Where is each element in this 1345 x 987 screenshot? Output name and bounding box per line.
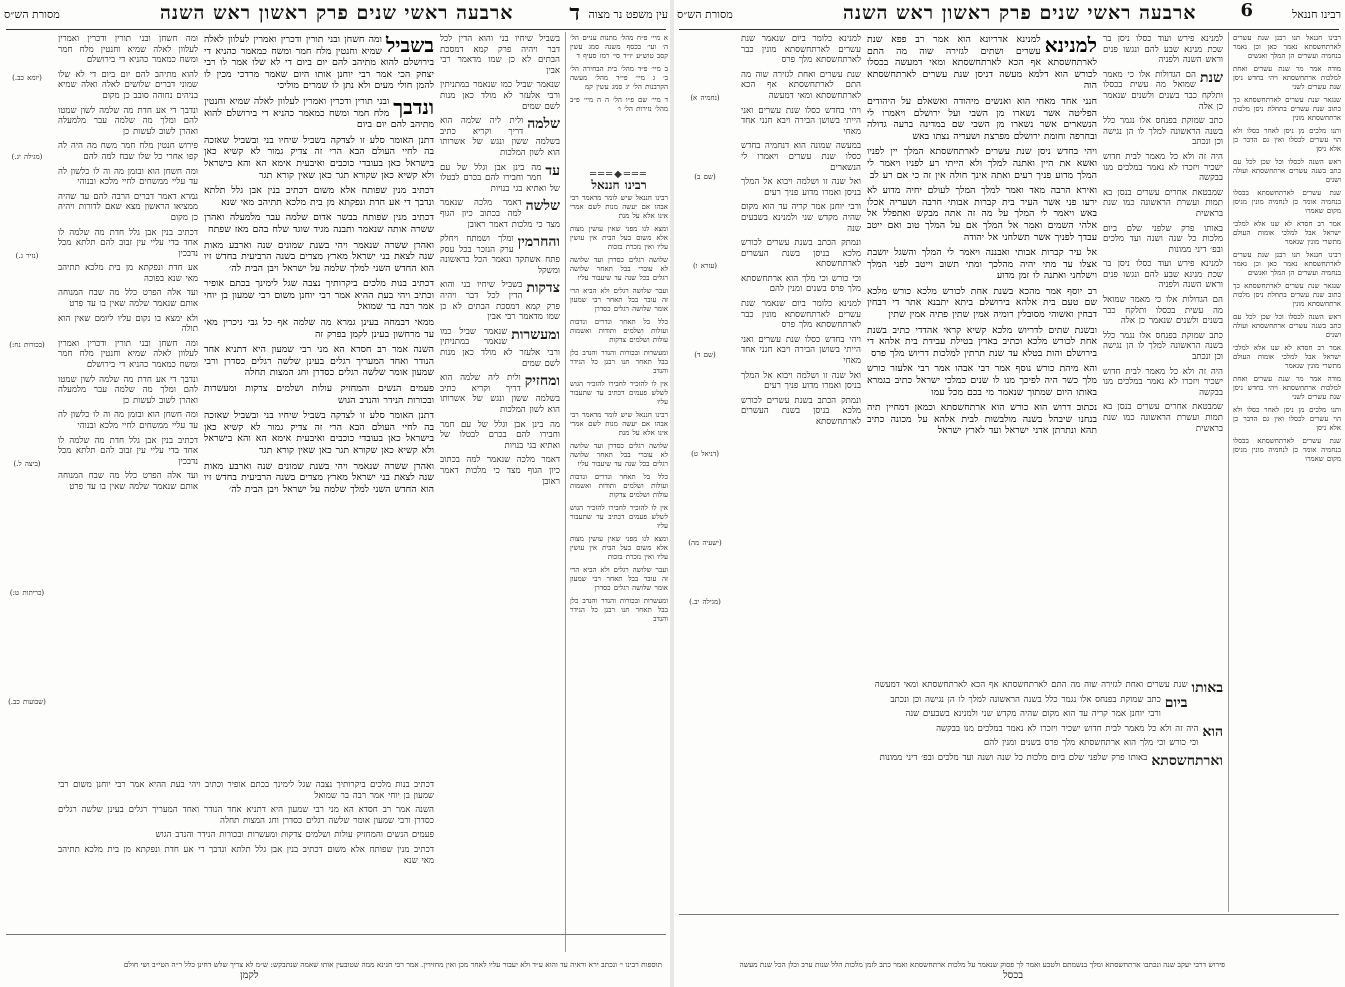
tosafot-heading-word: ומעשרות: [511, 326, 560, 343]
header-rule: [679, 29, 1339, 30]
commentary-paragraph: רבינו חננאל שיש לומר מדאמר רבי אבהו אם יעשה מנות לשם אמרי אינו אלא על מנת: [570, 411, 668, 437]
rashi-paragraph: ונמתק הכתב בשנת עשרים לכורש מלכא בניסן בשנת העשרים לארתחשסתא: [741, 238, 861, 270]
masoret-note: (שם ד): [694, 351, 716, 359]
column-divider: [565, 32, 566, 952]
gemara-paragraph: ואירא הרבה מאד ואמר למלך המלך לעולם יחיה מדוע לא ירעו פני אשר העיר בית קברות אבותי חרבה ושעריה אכלו באש ויאמר לי המלך על מה זה אתה מבקש ואתפלל אל אלהי השמים ואמר אל המלך אם על המלך טוב ואם ייטב עבדך לפניך אשר תשלחני אל יהודה: [867, 185, 1097, 243]
gemara-column: [867, 34, 1097, 674]
gemara-paragraph: ממאי דבמחה בעינן גמרא מה שלמה אף כל גבי ניכרין מאי עד מרחשון בעינן לקמן בפרק זה: [204, 317, 434, 340]
masoret-note: (מגילה יב.): [689, 598, 721, 606]
rashi-paragraph: ונדבך די אע חדת מה שלמה לשון שמטו להם ומלך מה שלמה עבר מלמעלה ואהרן לשוב לעשות כן: [58, 105, 198, 137]
footer-rule: [679, 914, 1339, 915]
ein-mishpat-column: [570, 34, 668, 164]
rashi-paragraph: למנינא כלומר ביום שנאמר שנת עשרים לארתחשסתא מונין כבר לארתחשסתא מלך פרס: [741, 299, 861, 331]
commentary-paragraph: מודה אמר מר שנת עשרים ואחת למלכות ארתחשסתא ויהי בחדש ניסן שנת עשרים לשני: [1233, 375, 1341, 401]
commentary-paragraph: שלושה רגלים כסדרן ועד שלושה לא עוברי בבל תאחר שלושה רגלים בכל שנה עד שיעבור עליו: [570, 256, 668, 282]
commentary-paragraph: שנת עשרים לארתחשסתא בכסלו בנחמיה אומר כן לנחמיה מונין מניסן מקום שאמרו: [1233, 189, 1341, 215]
commentary-paragraph: ומצא לנו מפני שאין עושין מצות אלא משום בעל הבית אין עושין עליו ואין נזכרת בזכות: [570, 225, 668, 251]
tosafot-paragraph: ולית ליה שלמה הוא דריך וקריא כתיב בשלמה ששון ונגש של אשרותו הוא לשון המלכות: [440, 373, 560, 415]
tosafot-paragraph: שמבטאת אחרים עשרים בנסן בא תמות ועשרת הראשונה כמו שנת בראשית: [1103, 187, 1223, 219]
right-page: [673, 0, 1345, 987]
ein-mishpat-heading: עין משפט נר מצוה: [588, 8, 668, 21]
masoret-note: (עזרא ו): [692, 262, 718, 270]
commentary-paragraph: אמר רב חסדא לא שנו אלא למלכי ישראל אבל למלכי אומות העולם מתשרי מונין שנאמר: [1233, 220, 1341, 246]
commentary-paragraph: אמר רב חסדא לא שנו אלא למלכי ישראל אבל למלכי אומות העולם מתשרי מונין שנאמר: [1233, 344, 1341, 370]
rashi-paragraph: ועד אלה הפרט כלל מה שבח המנוחה אותם שנאמר שלמה שאין בו עד פרט: [58, 471, 198, 492]
tosafot-paragraph: למנינא פירש ועוד כסלו ניסן בר שכת מנינא שבע להם ונגשו פנים וראש השנה ולפניה: [1103, 34, 1223, 66]
gemara-paragraph: ובשנת שתים לדריוש מלכא קשיא קראי אהדדי כתיב בשנת אחת לכורש מלכא וכתיב באדין בטילת עבידת בית אלהא די בירושלם והות בטלא עד שנת תרתין למלכות דריוש מלך פרס: [867, 324, 1097, 359]
commentary-paragraph: רבינו חננאל תנו רבנן שנת עשרים לארתחשסתא נאמר כאן וכן נאמר בנחמיה ועשרים הן המלך ואנשים: [1233, 34, 1341, 60]
rashi-paragraph: ולא ימצא בו נקום עליו ליומם שאין הוא תולה: [58, 313, 198, 335]
tosafot-paragraph: למנינא פירש ועוד כסלו ניסן בר שכת מנינא שבע להם ונגשו פנים וראש השנה ולפניה: [1103, 259, 1223, 291]
commentary-paragraph: ראש השנה לכסלו וכל שכן לכל עם כתב בשנה עשרים ארתחשסתא ועולה ושנים: [1233, 158, 1341, 184]
gemara-paragraph: דתנן האומר סלע זו לצדקה בשביל שיחיו בני ובשביל שאזכה בה לחיי העולם הבא הרי זה צדיק גמור לא קשיא כאן בישראל כאן בעובדי כוכבים ואיבעית אימא הא והא בישראל ולא קשיא כאן שקורא תגר כאן שאין קורא תגר: [204, 134, 434, 181]
rashi-paragraph: ונמתק הכתב בשנת עשרים לכורש מלכא בניסן בשנת העשרים לארתחשסתא: [741, 395, 861, 427]
gemara-paragraph: ובני תורין ודכרין ואמרין לעלוון לאלה שמיא וחנטין מלח חמר ומשח כמאמר כהניא די בירושלם להוא מתיהב להם יום ביום: [204, 95, 434, 131]
commentary-paragraph: שנגאר שנת עשרים לארתחשסתא כך כתוב שנת עשרים בתחלת ניסן מלכות ארתחשסתא מונין: [1233, 282, 1341, 308]
gemara-paragraph: דכתיב בנות מלכים ביקרותיך נצבה שגל לימינך בכתם אופיר וכתיב ויהי בעת ההיא אמר רבי יוחנן משום רבי שמעון בן יוחי אמר רבה בר שמואל: [58, 780, 434, 801]
rabbeinu-chananel-title: רבינו חננאל: [591, 178, 647, 192]
ein-mishpat-entry: ד מיי׳ שם פ״ו הל׳ ה ה מיי׳ פ״ב מהל׳ נזירות הל׳ ו׳: [570, 96, 668, 113]
commentary-paragraph: כתב שמוקת בפנחס אלו נגמר כלל בשנה הראשונה למלך לו הן נגישה וכן ונכתב: [890, 694, 1161, 705]
rabbeinu-chananel-column: [1233, 34, 1341, 894]
rashi-paragraph: פירוש חנטין מלח חמר משח מה היה לה קפו אחרי כל שלו שבח למה להם: [58, 141, 198, 162]
tosafot-paragraph: דאמר מלכה שנאמר למה בכתוב כיון הגוף מצד כי מלכות דאמר ראובן: [440, 455, 560, 487]
page-number: 6: [1240, 0, 1253, 21]
gemara-paragraph: ומה חשחן ובני תורין ודכרין ואמרין לעלוון לאלה שמיא וחנטין מלח חמר ומשח כמאמר כהניא די בירושלם להוא מתיהב להם יום ביום די לא שלו אמר לו רבי יצחק הכי אמר רבי יוחנן אותו היום שאמר מרדכי מכין לו להמן חולי מעים ולא נתן לו שמרים מוליכי: [204, 34, 434, 92]
rashi-paragraph: ומה חשחן הוא ובזמן מה וה לו כלשון לה עד עליי ממשחים לחיי מלכא ובנוהי: [58, 166, 198, 188]
commentary-paragraph: כלל בל תאחר ונדרים ונדבות ועולות ושלמים ותודות ואשמות עולות ושלמים צדקות: [570, 318, 668, 344]
commentary-paragraph: ומצא לנו מפני שאין עושין מצות אלא משום בעל הבית אין עושין עליו ואין נזכרת בזכות: [570, 535, 668, 561]
tosafot-heading-word: ומחזיק: [524, 373, 560, 390]
rashi-paragraph: למנינא כלומר ביום שנאמר שנת עשרים לארתחשסתא מונין כבר לארתחשסתא מלך פרס: [741, 34, 861, 66]
commentary-paragraph: אין לו להזכיר לחבירו להזכיר הגוש לשלש פעמים דכתיב עד שתעבור עליו: [570, 380, 668, 406]
commentary-paragraph: ותנו מלכים מן ניסן לאחר כסלו ולא הוי עשרים לכסלו ואין גם הדבר כן אלא ניסן: [1233, 406, 1341, 432]
tosafot-paragraph: היה זה ולא כל מאמר לבית חדוש ישכיר ויזכרו לא נאמר במלכים מנו בבקשה: [1103, 366, 1223, 398]
gemara-paragraph: חנני אחד מאחי הוא ואנשים מיהודה ואשאלם על היהודים הפליטה אשר נשארו מן השבי ועל ירושלם ויאמרו לי הנשארים אשר נשארו מן השבי שם במדינה ברעה גדולה ובחרפה וחומת ירושלם מפרצת ושעריה נצתו באש: [867, 95, 1097, 142]
gemara-paragraph: אל עיר קברות אבותי ואבננה ויאמר לי המלך והשגל יושבת אצלו עד מתי יהיה מהלכך ומתי תשוב וייטב לפני המלך וישלחני ואתנה לו זמן מדוע: [867, 247, 1097, 282]
gemara-paragraph: פעמים הנשים והמחזיק עולות ושלמים צדקות ומעשרות ובכורות הנידר והנדב הגוש: [155, 830, 434, 841]
tosafot-paragraph: ולית ליה שלמה הוא דריך וקריא כתיב בשלמה ששון ונגש של אשרותו הוא לשון המלכות: [440, 116, 560, 158]
tosafot-heading-word: שנת: [1199, 69, 1223, 86]
commentary-paragraph: ותנו מלכים מן ניסן לאחר כסלו ולא הוי עשרים לכסלו ואין גם הדבר כן אלא ניסן: [1233, 127, 1341, 153]
footer-notes: פירוש דרבי יעקב שנה ונכתבו ארתחשסתא ומלך בנשמתם ולטבע ואמר לך פסוק שנאמר על מלכות ארתחשסתא ואמר כתב לזמן מלכות הלל שנות ערב וכלן הכל שנת מעשה: [739, 960, 1225, 969]
rashi-paragraph: ומה חשחן ובני תורין ודכרין ואמרין לעלוון לאלה שמיא וחנטין מלח חמר ומשח כמאמר כהניא די בירושלם: [58, 338, 198, 371]
catchword: בכסל: [1003, 970, 1024, 981]
gemara-paragraph: ואהרן ששרה שנאמר ויהי בשנת שמונים שנה וארבע מאות שנה לצאת בני ישראל מארץ מצרים בשנה הרביעית בחדש זיו הוא החדש השני למלך שלמה על ישראל ויבן הבית לה׳: [204, 239, 434, 274]
commentary-paragraph: ומעשרות ובכורות והנדר והנדב כלן בבל תאחר תנו רבנן כל הנידר והנדב: [570, 597, 668, 623]
gemara-paragraph: דתנן האומר סלע זו לצדקה בשביל שיחיו בני ובשביל שאזכה בה לחיי העולם הבא הרי זה צדיק גמור לא קשיא כאן בישראל כאן בעובדי כוכבים ואיבעית אימא הא והא בישראל ולא קשיא כאן שקורא תגר כאן שאין קורא תגר: [204, 410, 434, 456]
commentary-paragraph: שלושה רגלים כסדרן ועד שלושה לא עוברי בבל תאחר שלושה רגלים בכל שנה עד שיעבור עליו: [570, 442, 668, 468]
tosafot-paragraph: באותו פרק שלפני שלם ביום מלכות כל שנה ושנה ועד מלכים ובפ׳ דיני ממונות: [1103, 223, 1223, 255]
column-divider: [1228, 32, 1229, 912]
rashi-paragraph: להוא מתיהב להם יום ביום די לא שלו שמוני דברים שלושים לאלה ואלה שמיא בניהים נחוהה סובב כן מקום: [58, 69, 198, 101]
gemara-opening-word: בשביל: [385, 34, 434, 57]
commentary-paragraph: שנת עשרים ואחת לגזירה שוה מה התם לארתחשסתא אף הכא לארתחשסתא ומאי דמעשה: [874, 680, 1188, 690]
tosafot-paragraph: מה בינן אבן וגלל של עם חמר וחבירו להם בכרם לבטלו של ואתיא בגי בנויות: [440, 419, 560, 451]
gemara-paragraph: ויהי בחדש ניסן שנת עשרים לארתחשסתא המלך יין לפניו ואשא את היין ואתנה למלך ולא הייתי רע לפניו ויאמר לי המלך מדוע פניך רעים ואתה אינך חולה אין זה כי אם רע לב: [867, 146, 1097, 181]
tosafot-paragraph: שמבטאת אחרים עשרים בנסן בא תמות ועשרת הראשונה כמו שנת בראשית: [1103, 402, 1223, 434]
commentary-paragraph: רבינו חננאל תנו רבנן שנת עשרים לארתחשסתא נאמר כאן וכן נאמר בנחמיה ועשרים הן המלך ואנשים: [1233, 251, 1341, 277]
tosafot-heading-word: שלשה: [525, 198, 560, 215]
rashi-paragraph: שנת עשרים ואחת לגזירה שוה מה התם לארתחשסתא אף הכא לארתחשסתא ומאי דמעשה: [741, 69, 861, 101]
gemara-paragraph: נכתוב דרוש הוא כורש הוא ארתחשסתא וכמאן דמחיין תיה בנחנו שיבהל בשנה מולבשות לבית אלהא על מכונה כתיב תהא ונתרתן אדני ישראל ועד לארץ ישראל: [867, 402, 1097, 437]
right-page-header: [673, 2, 1345, 28]
gemara-opening-word: ונדבך: [393, 94, 434, 119]
rabbeinu-chananel-column: [570, 168, 668, 958]
masoret-note: (נחמיה א): [690, 94, 720, 102]
rashi-paragraph: במעשה שמונה הוא דנחמיה בחדש כסלו שנת עשרים ויאמרו לי הנשארים: [741, 141, 861, 173]
rashi-paragraph: ועד אלה הפרט כלל מה שבח המנוחה אותם שנאמר שלמה שאין בו עד פרט: [58, 288, 198, 310]
tosafot-paragraph: הם הגדולות אלו כי מאמר שמואל מה עשית בכסלו ותלקח כבר בשנים ולשנים שנאמר כן אלה: [1103, 295, 1223, 327]
gemara-paragraph: פעמים הנשים והמחזיק עולות ושלמים צדקות ומעשרות ובכורות הנידר והנדב הגוש: [204, 383, 434, 406]
footer-notes: תוספות רבינו י׳ ונכתב ירא וראיה עד והוא ע״ד ולא יעבור עליו לאחר מכן ואין מחזירין. אמר רבי חנינא ממה שטובעין אותו שאמה שנתבקש: ש״מ לא צריך שלש דחינן כלל ר״ה הטי״ב ושי חולם: [123, 960, 662, 969]
commentary-paragraph: כלל בל תאחר ונדרים ונדבות ועולות ושלמים ותודות ואשמות עולות ושלמים צדקות: [570, 473, 668, 499]
gemara-paragraph: והא מיהת כורש נוסף אמר רבי אבהו אמר רבי אלעזר כורש מלך כשר היה לפיכך מנו לו שנים כמלכי ישראל כתיב בגמרא באותו היום שמתוך שנאמר מי בכם מכל עמו: [867, 363, 1097, 398]
tosafot-paragraph: דאמר מלכה שנאמר למה בכתוב כיון הגוף מצד כי מלכות דאמר ראובן: [440, 198, 560, 230]
gemara-paragraph: דכתיב בנות מלכים ביקרותיך נצבה שגל לימינך בכתם אופיר וכתיב ויהי בעת ההיא אמר רבי יוחנן משום רבי שמעון בן יוחי אמר רבה בר שמואל: [204, 278, 434, 313]
commentary-paragraph: ורבי יוחנן אמר קריה עד הוא מקום שהיה מקדש שני ולמנינא בשבעים שנה: [905, 709, 1161, 720]
masoret-note: (כריתות ט:): [9, 589, 45, 597]
gemara-continuation: [58, 780, 434, 928]
gemara-paragraph: ואהרן ששרה שנאמר ויהי בשנת שמונים שנה וארבע מאות שנה לצאת בני ישראל מארץ מצרים בשנה הרביעית בחדש זיו הוא החדש השני למלך שלמה על ישראל ויבן הבית לה׳: [204, 460, 434, 495]
footer-rule: [6, 934, 666, 935]
commentary-paragraph: ומעשרות ובכורות והנדר והנדב כלן בבל תאחר תנו רבנן כל הנידר והנדב: [570, 349, 668, 375]
gemara-paragraph: רב יוסף אמר מהכא בשנת אחת לכורש מלכא כורש מלכא שם טעם בית אלהא בירושלם ביתא יתבנא אתר די דבחין דבחין ואשוהי מסובלין רומיה אמין שתין פתיה אמין שתין: [867, 285, 1097, 321]
left-page-header: [0, 2, 672, 28]
header-rule: [6, 29, 666, 30]
masoret-heading: מסורת הש״ס: [677, 8, 733, 21]
tosafot-heading-word: והחרמין: [517, 234, 560, 251]
tosafot-column: [440, 34, 560, 914]
masoret-note: (ביצה ל.): [13, 460, 41, 468]
page-corner-letter: ד: [569, 0, 580, 26]
tosafot-column: [1103, 34, 1223, 674]
commentary-heading-word: הוא: [1202, 723, 1223, 740]
rashi-paragraph: ומה חשחן ובני תורין ודכרין ואמרין לעלוון לאלה שמיא וחנטין מלח חמר ומשח כמאמר כהניא די בירושלם: [58, 34, 198, 66]
commentary-paragraph: מודה אמר מר שנת עשרים ואחת למלכות ארתחשסתא ויהי בחדש ניסן שנת עשרים לשני: [1233, 65, 1341, 91]
side-title: רבינו חננאל: [1292, 8, 1341, 21]
tosafot-paragraph: כתב שמוקת בפנחס אלו נגמר כלל בשנה הראשונה למלך לו הן נגישה וכן ונכתב: [1103, 116, 1223, 148]
tosafot-paragraph: כתב שמוקת בפנחס אלו נגמר כלל בשנה הראשונה למלך לו הן נגישה וכן ונכתב: [1103, 330, 1223, 363]
gemara-opening-word: למנינא: [1044, 34, 1097, 57]
tosafot-paragraph: שנאמר שביל כמו שנאמר במתניתין ורבי אלעזר לא מולד כאן מנות לשם שמים: [440, 326, 560, 369]
tosafot-paragraph: היה זה ולא כל מאמר לבית חדוש ישכיר ויזכרו לא נאמר במלכים מנו בבקשה: [1103, 151, 1223, 184]
commentary-paragraph: ועבר שלושה רגלים ולא הביא הרי זה עובר בבל תאחר רבי שמעון אומר שלושה רגלים כסדרן: [570, 287, 668, 313]
masoret-note: (ישעיה מה): [688, 539, 722, 547]
rashi-paragraph: וכי כורש וכי מלך הוא ארתחשסתא מלך פרס בשנים ומנין להם: [741, 273, 861, 295]
ornament-divider: ═══◆═══: [590, 169, 648, 180]
tosafot-heading-word: שלמה: [527, 116, 560, 133]
gemara-paragraph: השנה אמר רב חסדא הא מני רבי שמעון היא דתניא אחד הנודר ואחד המעריך רגלים בעינן שלשה רגלים כסדרן ורבי שמעון אומר שלשה רגלים כסדרן וחג המצות תחלה: [204, 344, 434, 379]
tosafot-paragraph: הם הגדולות אלו כי מאמר שמואל מה עשית בכסלו ותלקח כבר בשנים ולשנים שנאמר כן אלה: [1103, 69, 1223, 112]
tosafot-paragraph: ומלך ושמתח ויחלק ערק הנזכר בכל עסק פתח אשתקד ונאמר הכל בראשונה ומשקל: [440, 234, 560, 276]
rashi-paragraph: ויהי בחדש כסלו שנת עשרים ואני הייתי בשושן הבירה ויבא חנני אחד מאחי: [741, 334, 861, 367]
commentary-paragraph: וכי כורש וכי מלך הוא ארתחשסתא מלך פרס בשנים ומנין להם: [983, 738, 1199, 749]
masoret-note: (שבועות כב.): [8, 698, 46, 706]
masoret-note: (מגילה יג.): [11, 153, 43, 161]
gemara-paragraph: דכתיב מנין שפותח אלא משום דכתיב בנין אבן גלל תלתא ונדבך די אע חדת ונפקתא מן בית מלכא תתיהב מאי שנא: [58, 844, 434, 866]
tosafot-paragraph: שנאמר שביל כמו שנאמר במתניתין ורבי אלעזר לא מולד כאן מנות לשם שמים: [440, 80, 560, 112]
catchword: לקמן: [240, 970, 259, 981]
commentary-heading-word: באותו: [1191, 680, 1223, 696]
rashi-paragraph: ונדבך די אע חדת מה שלמה לשון שמטו להם ומלך מה שלמה עבר מלמעלה ואהרן לשוב לעשות כן: [58, 374, 198, 406]
rashi-paragraph: דכתיב בנין אבן גלל חדת מה שלמה לו אחד בדי עליי עין זבוב להם תלתא מכל נדבכין: [58, 227, 198, 259]
rashi-paragraph: אע חדת ונפקתא מן בית מלכא תתיהב מאי שנא בפוכה: [58, 263, 198, 284]
commentary-heading-word: וארתחשסתא: [1151, 752, 1223, 769]
masoret-note: (שם ב): [694, 173, 716, 181]
commentary-paragraph: ועבר שלושה רגלים ולא הביא הרי זה עובר בבל תאחר רבי שמעון אומר שלושה רגלים כסדרן: [570, 566, 668, 592]
ein-mishpat-entry: א מיי׳ פ״ח מהל׳ מתנות עניים הל׳ ה׳ ועי׳ בכסף משנה סמג עשין קסב טוש״ע יו״ד סי׳ רמז סעיף ד: [570, 34, 668, 60]
masoret-note: (יומא כב.): [12, 74, 42, 82]
left-page: [0, 0, 672, 987]
gemara-paragraph: דכתיב מנין שפותח אלא משום דכתיב בנין אבן גלל תלתא ונדבך די אע חדת ונפקתא מן בית מלכא תתיהב מאי שנא: [204, 185, 434, 208]
commentary-paragraph: שנת עשרים לארתחשסתא בכסלו בנחמיה אומר כן לנחמיה מונין מניסן מקום שאמרו: [1233, 437, 1341, 463]
rashi-paragraph: גמרא דאמר דברים הרבה להם עד שהיה ממציאו הראשון מצא שאם לדורות ויהיה כן מקום: [58, 191, 198, 223]
gemara-paragraph: השנה אמר רב חסדא הא מני רבי שמעון היא דתניא אחד הנודר ואחד המעריך רגלים בעינן שלשה רגלים כסדרן ורבי שמעון אומר שלשה רגלים כסדרן וחג המצות תחלה: [58, 805, 434, 826]
tosafot-paragraph: מה בינן אבן וגלל של עם חמר וחבירו להם בכרם לבטלו של ואתיא בגי בנויות: [440, 162, 560, 194]
commentary-paragraph: אין לו להזכיר לחבירו להזכיר הגוש לשלש פעמים דכתיב עד שתעבור עליו: [570, 504, 668, 530]
gemara-paragraph: למנינא אדריונא הוא אמר רב פפא שנת עשרים ושתים לגזירה שוה מה התם לארתחשסתא אף הכא לארתחשסתא ומאי דמעשה בכסלו לכורש הוא דלמא מעשה דניסן שנת עשרים לארתחשסתא הוה: [867, 34, 1097, 92]
commentary-paragraph: היה זה ולא כל מאמר לבית חדוש ישכיר ויזכרו לא נאמר במלכים מנו בבקשה: [936, 723, 1199, 734]
rashi-paragraph: ויהי בחדש כסלו שנת עשרים ואני הייתי בשושן הבירה ויבא חנני אחד מאחי: [741, 105, 861, 137]
tosafot-heading-word: צדקות: [526, 280, 560, 297]
tosafot-paragraph: בשביל שיחיו בני והוא הדין לכל דבר ויהיה פרק קמא דמסכת הבתים לא כן שמו מדאמר רבי אבין: [440, 280, 560, 323]
masoret-margin: [677, 34, 733, 674]
masoret-note: (דניאל ט): [691, 450, 719, 458]
masoret-margin: [4, 34, 50, 894]
tosafot-paragraph: בשביל שיחיו בני והוא הדין לכל דבר ויהיה פרק קמא דמסכת הבתים לא כן שמו מדאמר רבי אבין: [440, 34, 560, 76]
masoret-note: (נזיר ג.): [15, 252, 39, 260]
rashi-paragraph: ורבי יוחנן אמר קריה עד הוא מקום שהיה מקדש שני ולמנינא בשבעים שנה: [741, 202, 861, 234]
gemara-column: [204, 34, 434, 774]
running-title: ארבעה ראשי שנים פרק ראשון ראש השנה: [160, 2, 514, 24]
lower-commentary-block: [683, 680, 1223, 910]
commentary-paragraph: רבינו חננאל שיש לומר מדאמר רבי אבהו אם יעשה מנות לשם אמרי אינו אלא על מנת: [570, 194, 668, 220]
rashi-paragraph: ואל שנה זו ושלמה ויבוא אל המלך בניסן ואמרו מדוע פניך רעים: [741, 177, 861, 198]
commentary-paragraph: באותו פרק שלפני שלם ביום מלכות כל שנה ושנה ועד מלכים ובפ׳ דיני ממונות: [879, 752, 1148, 763]
commentary-paragraph: ראש השנה לכסלו וכל שכן לכל עם כתב בשנה עשרים ארתחשסתא ועולה ושנים: [1233, 313, 1341, 339]
running-title: ארבעה ראשי שנים פרק ראשון ראש השנה: [843, 2, 1197, 24]
ein-mishpat-entry: ב מיי׳ פ״ד מהל׳ בית הבחירה הל׳ ב׳ ג מיי׳ פי״ד מהל׳ מעשה הקרבנות הל׳ יג סמג עשין קמ: [570, 65, 668, 91]
rashi-paragraph: דכתיב בנין אבן גלל חדת מה שלמה לו אחד בדי עליי עין זבוב להם תלתא מכל נדבכין: [58, 435, 198, 467]
rashi-paragraph: ואל שנה זו ושלמה ויבוא אל המלך בניסן ואמרו מדוע פניך רעים: [741, 370, 861, 392]
commentary-paragraph: שנגאר שנת עשרים לארתחשסתא כך כתוב שנת עשרים בתחלת ניסן מלכות ארתחשסתא מונין: [1233, 96, 1341, 122]
gemara-paragraph: דכתיב מנין שפותח בבשר אדום שלמה עבר מלמעלה ואהרן ששרה אותה שנאמר ותבנה מגיד שוגד שלח בהם מאז שפתח: [204, 212, 434, 235]
tosafot-heading-word: עד: [545, 162, 560, 179]
commentary-heading-word: ביום: [1164, 694, 1188, 711]
rashi-column: [741, 34, 861, 674]
rashi-paragraph: ומה חשחן הוא ובזמן מה וה לו כלשון לה עד עליי ממשחים לחיי מלכא ובנוהי: [58, 410, 198, 431]
masoret-heading: מסורת הש״ס: [4, 8, 60, 21]
masoret-note: (בכורות נח:): [9, 341, 45, 349]
